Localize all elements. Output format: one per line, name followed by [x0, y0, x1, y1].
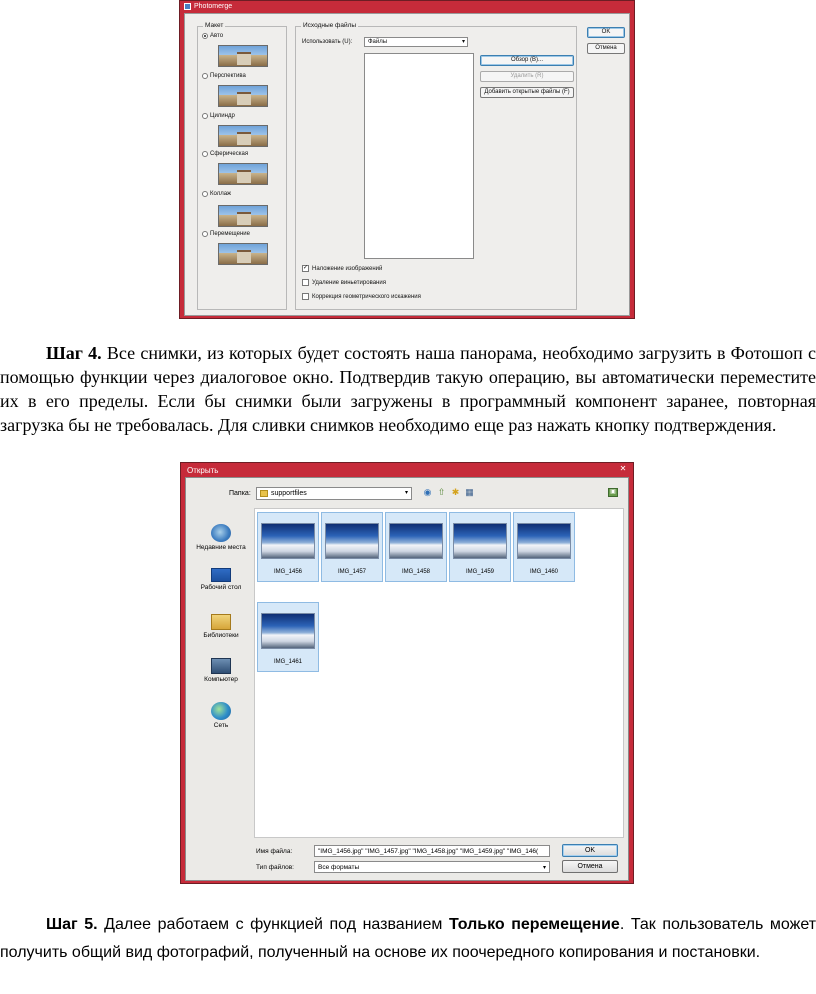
network-icon: [211, 702, 231, 720]
option-vignette-removal[interactable]: [302, 279, 386, 286]
photomerge-title: Photomerge: [194, 3, 233, 10]
file-item[interactable]: [257, 512, 319, 582]
folder-icon: [260, 490, 268, 497]
open-ok-button[interactable]: OK: [562, 844, 618, 857]
place-computer[interactable]: [192, 658, 250, 684]
layout-group: [197, 22, 287, 310]
step4-text: Все снимки, из которых будет состоять наша панорама, необходимо загрузить в Фотошоп с помощью функции через диалоговое окно. Подтвердив такую операцию, вы автоматически переместите их в его пределы. Если бы снимки были загружены в программный компонент заранее, повторная загрузка бы не требовалась. Для сливки снимков необходимо еще раз нажать кнопку подтверждения.: [0, 343, 816, 435]
place-desktop[interactable]: [192, 568, 250, 592]
place-libraries[interactable]: [192, 614, 250, 640]
layout-radio-spherical[interactable]: [202, 151, 248, 157]
open-dialog-title: Открыть: [187, 466, 219, 475]
layout-preview-cylinder: [218, 125, 268, 147]
image-preview-icon[interactable]: ▣: [608, 488, 618, 497]
file-thumbnail: [389, 523, 443, 559]
photomerge-dialog: [179, 0, 635, 319]
layout-radio-label: Цилиндр: [210, 113, 235, 119]
option-label: Удаление виньетирования: [312, 279, 386, 286]
layout-radio-label: Перемещение: [210, 231, 250, 237]
back-icon[interactable]: ◉: [423, 487, 432, 497]
option-geometric-distortion[interactable]: [302, 293, 421, 300]
layout-radio-perspective[interactable]: [202, 73, 246, 79]
chevron-down-icon: ▾: [404, 490, 408, 496]
file-item[interactable]: [257, 602, 319, 672]
desktop-icon: [211, 568, 231, 582]
file-thumbnail: [325, 523, 379, 559]
layout-preview-auto: [218, 45, 268, 67]
open-dialog-title-bar: [181, 463, 633, 477]
filename-input[interactable]: "IMG_1456.jpg" "IMG_1457.jpg" "IMG_1458.jpg" "IMG_1459.jpg" "IMG_146(: [314, 845, 550, 857]
layout-preview-spherical: [218, 163, 268, 185]
new-folder-icon[interactable]: ✱: [451, 487, 460, 497]
places-bar: [192, 508, 250, 838]
layout-radio-label: Авто: [210, 33, 224, 39]
file-thumbnail: [453, 523, 507, 559]
use-label: Использовать (U):: [302, 39, 353, 45]
file-name: IMG_1460: [529, 569, 559, 575]
open-dialog-client-area: [185, 477, 629, 881]
use-select-value: Файлы: [368, 39, 388, 45]
source-files-label: Исходные файлы: [303, 22, 357, 29]
file-thumbnail: [261, 613, 315, 649]
file-name: IMG_1459: [465, 569, 495, 575]
remove-button[interactable]: Удалить (R): [480, 71, 574, 82]
radio-icon[interactable]: [202, 231, 208, 237]
radio-selected-icon[interactable]: [202, 33, 208, 39]
add-open-files-button[interactable]: Добавить открытые файлы (F): [480, 87, 574, 98]
filetype-select[interactable]: [314, 861, 550, 873]
place-label: Недавние места: [196, 544, 246, 551]
step5-paragraph: [0, 911, 816, 967]
file-list-view[interactable]: [254, 508, 624, 838]
open-dialog: [180, 462, 634, 884]
file-name: IMG_1458: [401, 569, 431, 575]
photomerge-client-area: [184, 13, 630, 316]
step5-strong: Только перемещение: [448, 916, 620, 933]
layout-group-label: Макет: [205, 22, 224, 29]
file-name: IMG_1457: [337, 569, 367, 575]
place-recent[interactable]: [192, 524, 250, 552]
place-label: Рабочий стол: [200, 584, 242, 591]
folder-label: Папка:: [229, 490, 251, 497]
filetype-select-value: Все форматы: [318, 864, 360, 871]
place-label: Сеть: [213, 722, 229, 729]
step4-paragraph: [0, 341, 816, 437]
layout-preview-collage: [218, 205, 268, 227]
use-select[interactable]: [364, 37, 468, 47]
filename-label: Имя файла:: [256, 848, 293, 855]
file-thumbnail: [517, 523, 571, 559]
file-item[interactable]: [321, 512, 383, 582]
chevron-down-icon: ▾: [542, 865, 546, 871]
option-label: Наложение изображений: [312, 265, 383, 272]
chevron-down-icon: ▾: [461, 39, 465, 45]
radio-icon[interactable]: [202, 191, 208, 197]
source-file-list[interactable]: [364, 53, 474, 259]
option-label: Коррекция геометрического искажения: [312, 293, 421, 300]
place-label: Компьютер: [204, 676, 238, 683]
folder-select-value: supportfiles: [271, 490, 307, 497]
photomerge-ok-button[interactable]: OK: [587, 27, 625, 38]
place-label: Библиотеки: [203, 632, 239, 639]
view-menu-icon[interactable]: ▦: [465, 487, 474, 497]
option-blend-images[interactable]: [302, 265, 382, 272]
layout-preview-perspective: [218, 85, 268, 107]
close-icon[interactable]: ✕: [619, 464, 627, 473]
filetype-label: Тип файлов:: [256, 864, 294, 871]
folder-select[interactable]: [256, 487, 412, 500]
source-files-group: [295, 22, 577, 310]
photomerge-cancel-button[interactable]: Отмена: [587, 43, 625, 54]
file-item[interactable]: [513, 512, 575, 582]
computer-icon: [211, 658, 231, 674]
file-name: IMG_1461: [273, 659, 303, 665]
step4-label: Шаг 4.: [46, 343, 102, 363]
browse-button[interactable]: Обзор (B)...: [480, 55, 574, 66]
libraries-icon: [211, 614, 231, 630]
up-folder-icon[interactable]: ⇧: [437, 487, 446, 497]
radio-icon[interactable]: [202, 151, 208, 157]
radio-icon[interactable]: [202, 73, 208, 79]
file-thumbnail: [261, 523, 315, 559]
layout-radio-label: Сферическая: [210, 151, 249, 157]
open-cancel-button[interactable]: Отмена: [562, 860, 618, 873]
step5-text-after: . Так пользователь может получить общий вид фотографий, полученный на основе их поочередного копирования и постановки.: [0, 916, 816, 961]
step5-label: Шаг 5.: [46, 916, 98, 933]
file-item[interactable]: [385, 512, 447, 582]
file-item[interactable]: [449, 512, 511, 582]
layout-radio-auto[interactable]: [202, 33, 223, 39]
checkbox-checked-icon[interactable]: ✓: [303, 265, 309, 271]
layout-radio-reposition[interactable]: [202, 231, 250, 237]
radio-icon[interactable]: [202, 113, 208, 119]
layout-radio-label: Коллаж: [210, 191, 232, 197]
checkbox-icon[interactable]: [302, 279, 309, 286]
photomerge-title-bar: [180, 1, 634, 12]
place-network[interactable]: [192, 702, 250, 730]
file-name: IMG_1456: [273, 569, 303, 575]
folder-toolbar: [422, 487, 475, 498]
layout-preview-reposition: [218, 243, 268, 265]
layout-radio-label: Перспектива: [210, 73, 246, 79]
step5-text-before: Далее работаем с функцией под названием: [104, 916, 443, 933]
layout-radio-collage[interactable]: [202, 191, 231, 197]
photoshop-app-icon: [184, 3, 191, 10]
checkbox-icon[interactable]: [302, 293, 309, 300]
recent-places-icon: [211, 524, 231, 542]
layout-radio-cylinder[interactable]: [202, 113, 235, 119]
